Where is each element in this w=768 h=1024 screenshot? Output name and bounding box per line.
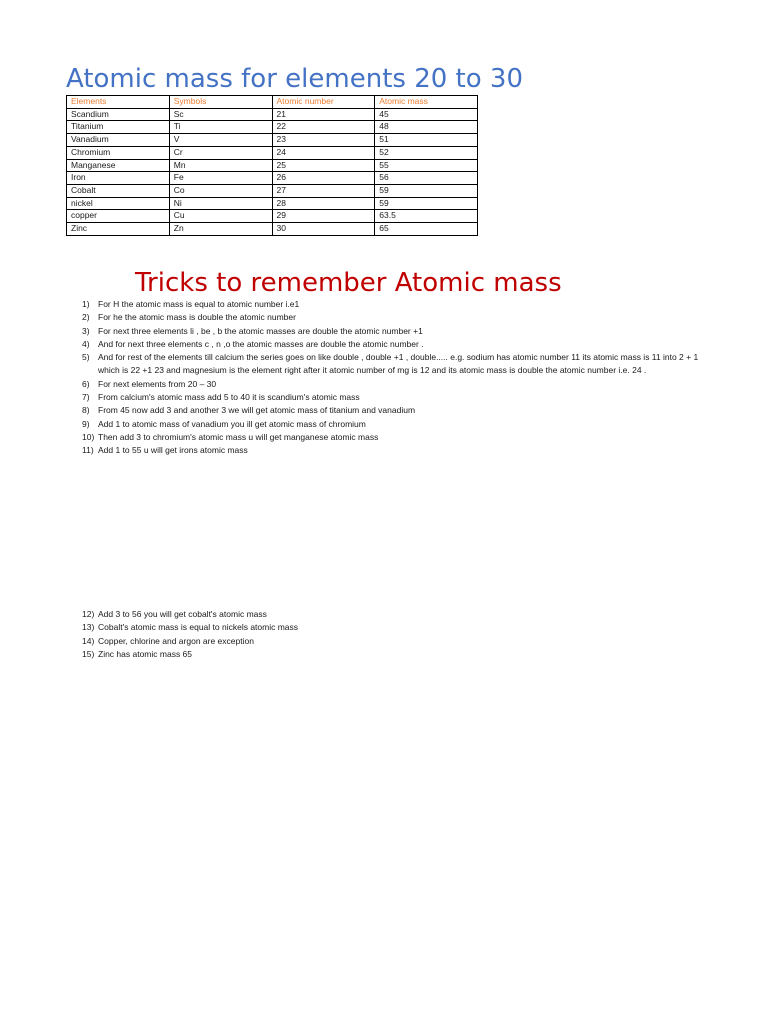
list-item-number: 14) [82,635,95,646]
cell-atomic-number: 24 [272,146,375,159]
cell-symbol: Ni [169,197,272,210]
table-row [67,146,478,159]
list-item [0,431,700,444]
list-item-text: Add 1 to 55 u will get irons atomic mass [98,445,248,456]
list-item [0,635,700,648]
list-item-text: And for next three elements c , n ,o the atomic masses are double the atomic number . [98,338,424,349]
list-item-text: For he the atomic mass is double the atomic number [98,312,296,323]
cell-atomic-mass: 51 [375,134,478,147]
list-item [0,378,700,391]
list-item [0,351,700,378]
list-item-number: 11) [82,445,94,456]
cell-atomic-number: 27 [272,184,375,197]
cell-atomic-mass: 48 [375,121,478,134]
cell-element: Scandium [67,108,170,121]
list-item-text: For next elements from 20 – 30 [98,378,217,389]
list-item [0,608,700,621]
cell-atomic-mass: 55 [375,159,478,172]
cell-element: Zinc [67,223,170,236]
cell-symbol: Fe [169,172,272,185]
cell-atomic-mass: 56 [375,172,478,185]
cell-atomic-mass: 52 [375,146,478,159]
cell-symbol: Mn [169,159,272,172]
list-item-text: Copper, chlorine and argon are exception [98,635,254,646]
cell-atomic-number: 23 [272,134,375,147]
list-item [0,444,700,457]
list-item [0,391,700,404]
cell-atomic-mass: 65 [375,223,478,236]
list-item-number: 1) [82,299,90,309]
tricks-list-continued [0,608,700,661]
list-item-text: Zinc has atomic mass 65 [98,648,193,659]
cell-atomic-mass: 59 [375,184,478,197]
list-item-number: 5) [82,352,90,363]
cell-element: Titanium [67,121,170,134]
cell-element: Iron [67,172,170,185]
list-item-text: From calcium's atomic mass add 5 to 40 it is scandium's atomic mass [98,392,360,403]
list-item-text: For next three elements li , be , b the atomic masses are double the atomic number +1 [98,325,423,336]
table-row [67,159,478,172]
table-header-row [67,96,478,109]
table-row [67,210,478,223]
cell-element: Chromium [67,146,170,159]
cell-element: Vanadium [67,134,170,147]
cell-atomic-mass: 63.5 [375,210,478,223]
list-item [0,404,700,417]
list-item-text: Add 1 to atomic mass of vanadium you ill get atomic mass of chromium [98,418,366,429]
tricks-title: Tricks to remember Atomic mass [135,268,562,298]
cell-element: Cobalt [67,184,170,197]
cell-atomic-number: 30 [272,223,375,236]
header-atomic-mass: Atomic mass [375,96,478,109]
header-elements: Elements [67,96,170,109]
cell-symbol: Cu [169,210,272,223]
cell-atomic-mass: 45 [375,108,478,121]
list-item-number: 2) [82,312,90,323]
page-title: Atomic mass for elements 20 to 30 [66,64,523,94]
cell-atomic-number: 28 [272,197,375,210]
list-item-text: And for rest of the elements till calcium the series goes on like double , double +1 , double..... e.g. sodium has atomic number 11 its atomic mass is 11 into 2 + 1 which is 22 +1 23 and magnesium is the element right after it atomic number of mg is 12 and its atomic mass is double the atomic number i.e. 24 . [98,352,699,376]
list-item [0,338,700,351]
list-item [0,298,700,311]
table-row [67,223,478,236]
list-item-number: 15) [82,648,95,659]
list-item-text: Then add 3 to chromium's atomic mass u will get manganese atomic mass [98,431,379,442]
list-item-number: 6) [82,378,90,389]
table-row [67,197,478,210]
list-item [0,311,700,324]
cell-symbol: Co [169,184,272,197]
list-item-text: Cobalt's atomic mass is equal to nickels atomic mass [98,622,299,633]
cell-symbol: Sc [169,108,272,121]
tricks-list [0,298,700,458]
list-item [0,418,700,431]
cell-symbol: Ti [169,121,272,134]
list-item-text: For H the atomic mass is equal to atomic number i.e1 [98,299,300,309]
list-item [0,648,700,661]
cell-atomic-number: 26 [272,172,375,185]
list-item [0,325,700,338]
cell-atomic-number: 29 [272,210,375,223]
list-item-number: 4) [82,338,90,349]
list-item-number: 10) [82,431,95,442]
list-item-text: From 45 now add 3 and another 3 we will get atomic mass of titanium and vanadium [98,405,416,416]
list-item-number: 9) [82,418,90,429]
cell-atomic-number: 21 [272,108,375,121]
list-item-text: Add 3 to 56 you will get cobalt's atomic mass [98,609,267,619]
cell-atomic-number: 25 [272,159,375,172]
table-row [67,172,478,185]
cell-atomic-number: 22 [272,121,375,134]
cell-element: copper [67,210,170,223]
table-row [67,134,478,147]
cell-atomic-mass: 59 [375,197,478,210]
cell-symbol: V [169,134,272,147]
list-item-number: 13) [82,622,95,633]
cell-element: nickel [67,197,170,210]
table-row [67,108,478,121]
list-item-number: 7) [82,392,90,403]
elements-table [66,95,478,236]
list-item-number: 3) [82,325,90,336]
cell-symbol: Zn [169,223,272,236]
cell-symbol: Cr [169,146,272,159]
cell-element: Manganese [67,159,170,172]
table-body [67,108,478,235]
list-item-number: 8) [82,405,90,416]
list-item-number: 12) [82,609,95,619]
header-symbols: Symbols [169,96,272,109]
table-row [67,121,478,134]
table-row [67,184,478,197]
list-item [0,621,700,634]
header-atomic-number: Atomic number [272,96,375,109]
